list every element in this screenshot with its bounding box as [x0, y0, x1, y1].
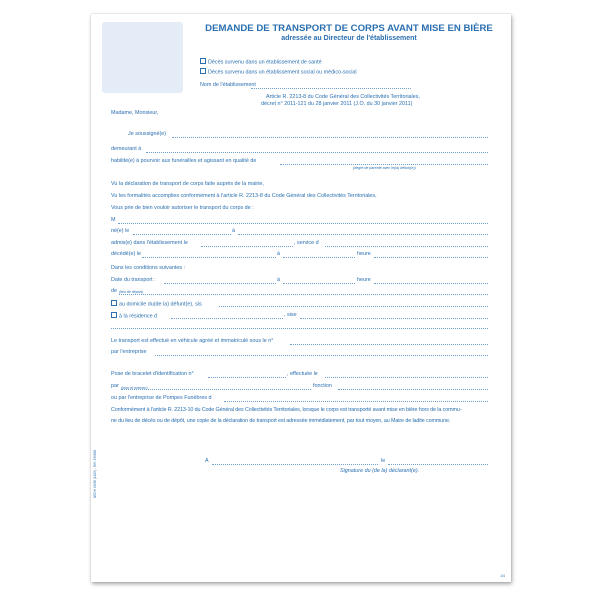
request-line1: Vu la déclaration de transport de corps faite auprès de la mairie,: [111, 181, 264, 187]
departure-hint: (lieu de départ): [119, 290, 144, 294]
logo-placeholder: [102, 22, 183, 93]
relation-hint: (degré de parenté avec le(la) défunt(e)): [353, 166, 416, 170]
form-sheet: [91, 14, 511, 582]
born-on-label: né(e) le: [111, 228, 130, 234]
form-title: DEMANDE DE TRANSPORT DE CORPS AVANT MISE EN BIÈRE: [205, 23, 493, 34]
legal-notice-line1: Conformément à l'article R. 2213-10 du Code Général des Collectivités Territoriales, lorsque le corps est transporté avant mise en bière hors de la commu-: [111, 407, 462, 413]
checkbox-icon[interactable]: [200, 68, 206, 74]
transport-date-field[interactable]: [164, 283, 276, 284]
conditions-title: Dans les conditions suivantes :: [111, 265, 186, 271]
legal-ref-line2: décret n° 2011-121 du 28 janvier 2011 (J.O. du 30 janvier 2011): [261, 101, 413, 107]
born-at-label: à: [232, 228, 235, 234]
located-field[interactable]: [300, 318, 488, 319]
deceased-name-field[interactable]: [118, 223, 488, 224]
vehicle-company-field[interactable]: [155, 355, 488, 356]
bracelet-company-field[interactable]: [224, 401, 488, 402]
departure-field[interactable]: [119, 294, 488, 295]
bracelet-date-label: , effectuée le: [287, 371, 318, 377]
legal-ref-line1: Article R. 2213-8 du Code Général des Collectivités Territoriales,: [266, 94, 420, 100]
vehicle-number-field[interactable]: [290, 344, 488, 345]
page-number: 1/4: [500, 574, 505, 578]
signature-place-field[interactable]: [212, 464, 378, 465]
died-at-field[interactable]: [283, 257, 355, 258]
signature-label: Signature du (de la) déclarant(e).: [340, 468, 420, 474]
deceased-name-label: M: [111, 217, 116, 223]
residing-label: demeurant à: [111, 146, 142, 152]
admitted-label: admis(e) dans l'établissement le: [111, 240, 188, 246]
signature-date-label: le: [381, 458, 386, 464]
salutation: Madame, Monsieur,: [111, 110, 159, 116]
bracelet-by-field[interactable]: [121, 389, 311, 390]
bracelet-function-label: fonction: [313, 383, 332, 389]
admitted-field[interactable]: [201, 246, 293, 247]
bracelet-number-field[interactable]: [208, 377, 286, 378]
establishment-name-field[interactable]: [251, 88, 411, 89]
checkbox-icon[interactable]: [111, 312, 117, 318]
home-address-field[interactable]: [219, 306, 488, 307]
request-line3: Vous prie de bien vouloir autoriser le transport du corps de :: [111, 205, 254, 211]
born-on-field[interactable]: [133, 234, 231, 235]
bracelet-label: Pose de bracelet d'identification n°: [111, 371, 194, 377]
transport-date-label: Date du transport :: [111, 277, 156, 283]
bracelet-function-field[interactable]: [338, 389, 488, 390]
bracelet-by-hint: (nom et prénom): [121, 386, 148, 390]
vehicle-label: Le transport est effectué en véhicule agréé et immatriculé sous le n°: [111, 338, 274, 344]
bracelet-by-label: par: [111, 383, 119, 389]
died-hour-label: heure: [357, 251, 371, 257]
departure-label: de: [111, 288, 117, 294]
transport-at-field[interactable]: [283, 283, 355, 284]
vehicle-company-label: par l'entreprise: [111, 349, 147, 355]
service-label: , service d: [294, 240, 319, 246]
born-at-field[interactable]: [238, 234, 488, 235]
form-subtitle: adressée au Directeur de l'établissement: [281, 35, 417, 42]
died-on-label: décédé(e) le: [111, 251, 141, 257]
bracelet-date-field[interactable]: [325, 377, 488, 378]
residing-field[interactable]: [146, 152, 488, 153]
side-reference-code: NEDH 03/36 (1405) - Réf. 335826: [93, 449, 97, 498]
transport-hour-field[interactable]: [374, 283, 488, 284]
signature-date-field[interactable]: [388, 464, 488, 465]
undersigned-field[interactable]: [172, 137, 488, 138]
extra-address-field[interactable]: [111, 328, 488, 329]
establishment-name-label: Nom de l'établissement: [200, 82, 256, 88]
died-hour-field[interactable]: [374, 257, 488, 258]
option-home[interactable]: au domicile du(de la) défunt(e), sis: [111, 300, 202, 309]
transport-hour-label: heure: [357, 277, 371, 283]
option-family-residence[interactable]: à la résidence d: [111, 312, 157, 321]
died-at-label: à: [277, 251, 280, 257]
undersigned-label: Je soussigné(e): [128, 131, 167, 137]
service-field[interactable]: [325, 246, 488, 247]
signature-place-label: A: [205, 458, 209, 464]
request-line2: Vu les formalités accomplies conformément à l'article R. 2213-8 du Code Général des Collectivités Territoriales,: [111, 193, 377, 199]
located-label: , sise: [284, 312, 297, 318]
died-on-field[interactable]: [142, 257, 276, 258]
family-residence-field[interactable]: [171, 318, 283, 319]
option-health-establishment[interactable]: Décès survenu dans un établissement de santé: [200, 58, 322, 67]
authorized-label: habilité(e) à pourvoir aux funérailles et agissant en qualité de: [111, 158, 257, 164]
transport-at-label: à: [277, 277, 280, 283]
checkbox-icon[interactable]: [111, 300, 117, 306]
legal-notice-line2: ne du lieu de décès ou de dépôt, une copie de la déclaration de transport est adressée immédiatement, par tout moyen, au Maire de ladite commune.: [111, 418, 451, 424]
checkbox-icon[interactable]: [200, 58, 206, 64]
option-social-establishment[interactable]: Décès survenu dans un établissement social ou médico-social: [200, 68, 357, 77]
bracelet-company-label: ou par l'entreprise de Pompes Funèbres d: [111, 395, 212, 401]
relation-field[interactable]: [280, 164, 488, 165]
